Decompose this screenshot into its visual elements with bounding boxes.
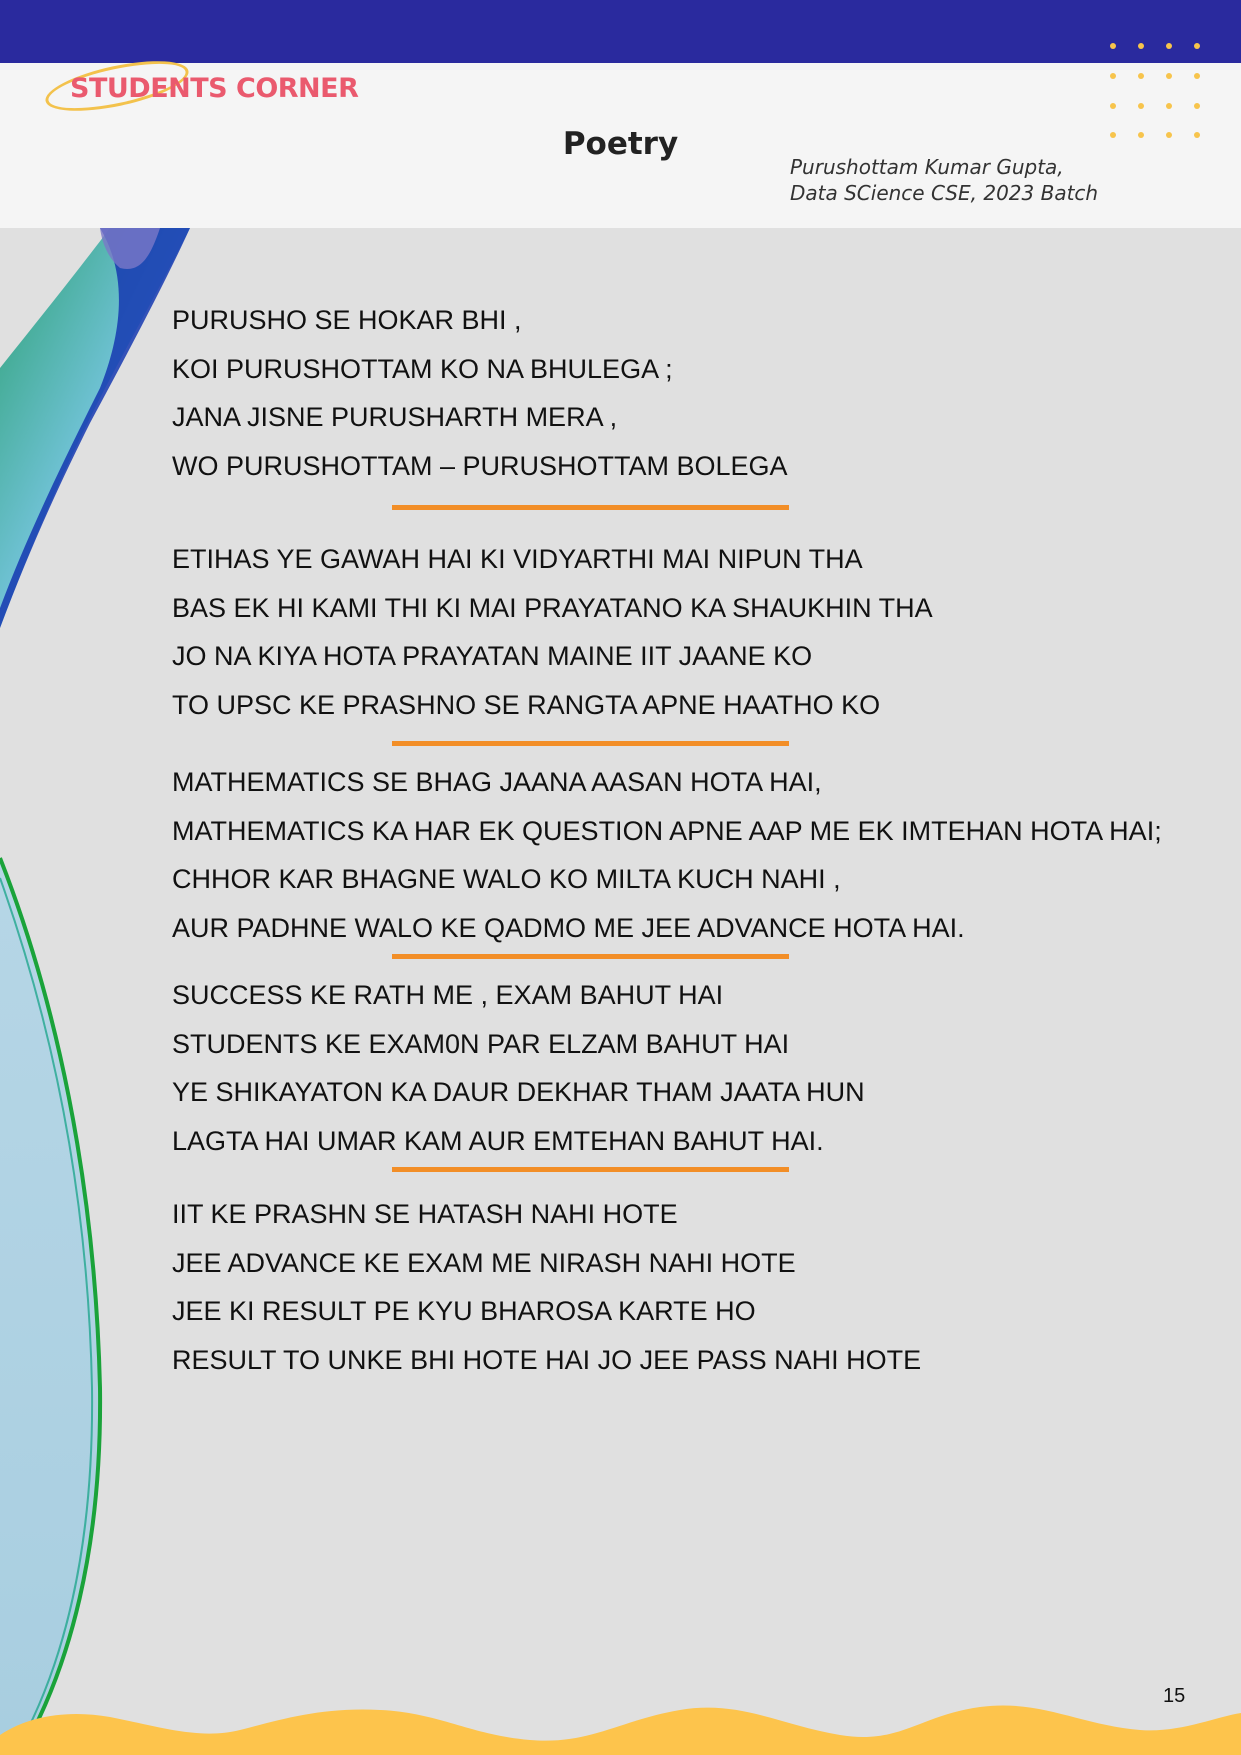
poem-line: AUR PADHNE WALO KE QADMO ME JEE ADVANCE HOTA HAI. [172, 912, 965, 943]
poem-line: ETIHAS YE GAWAH HAI KI VIDYARTHI MAI NIPUN THA [172, 544, 863, 574]
page-number: 15 [1163, 1685, 1186, 1707]
stanza-divider [392, 505, 789, 510]
stanza-divider [392, 741, 789, 746]
page-title: Poetry [562, 126, 679, 162]
poem-line: JANA JISNE PURUSHARTH MERA , [172, 402, 618, 432]
stanza [172, 971, 1212, 1165]
top-color-bar [0, 0, 1241, 63]
wave-ribbon-decoration [0, 228, 200, 1755]
poem-line: KOI PURUSHOTTAM KO NA BHULEGA ; [172, 353, 673, 384]
poem-line: RESULT TO UNKE BHI HOTE HAI JO JEE PASS NAHI HOTE [172, 1344, 922, 1375]
author-credit [790, 154, 1098, 206]
stanza [172, 535, 1212, 729]
poem-line: MATHEMATICS SE BHAG JAANA AASAN HOTA HAI, [172, 767, 822, 797]
brand-logo-text: STUDENTS CORNER [70, 73, 359, 104]
poem-line: TO UPSC KE PRASHNO SE RANGTA APNE HAATHO KO [172, 689, 881, 720]
bottom-wave-decoration [0, 1695, 1241, 1755]
poem-line: IIT KE PRASHN SE HATASH NAHI HOTE [172, 1199, 678, 1229]
poem-line: YE SHIKAYATON KA DAUR DEKHAR THAM JAATA HUN [172, 1077, 865, 1107]
poem-body [172, 296, 1212, 1384]
poem-line: CHHOR KAR BHAGNE WALO KO MILTA KUCH NAHI , [172, 864, 841, 894]
poem-line: LAGTA HAI UMAR KAM AUR EMTEHAN BAHUT HAI. [172, 1125, 824, 1156]
stanza-divider [392, 1167, 789, 1172]
poem-line: STUDENTS KE EXAM0N PAR ELZAM BAHUT HAI [172, 1028, 790, 1059]
poem-line: SUCCESS KE RATH ME , EXAM BAHUT HAI [172, 980, 724, 1010]
poem-line: PURUSHO SE HOKAR BHI , [172, 305, 522, 335]
poem-line: BAS EK HI KAMI THI KI MAI PRAYATANO KA SHAUKHIN THA [172, 592, 933, 623]
poem-line: JEE ADVANCE KE EXAM ME NIRASH NAHI HOTE [172, 1247, 796, 1278]
poem-line: MATHEMATICS KA HAR EK QUESTION APNE AAP ME EK IMTEHAN HOTA HAI; [172, 815, 1162, 846]
stanza [172, 296, 1212, 490]
poem-line: WO PURUSHOTTAM – PURUSHOTTAM BOLEGA [172, 450, 788, 481]
poem-line: JO NA KIYA HOTA PRAYATAN MAINE IIT JAANE KO [172, 641, 813, 671]
stanza [172, 1190, 1212, 1384]
author-name: Purushottam Kumar Gupta, [790, 155, 1064, 179]
stanza [172, 758, 1212, 952]
author-department: Data SCience CSE, 2023 Batch [790, 181, 1099, 205]
stanza-divider [392, 954, 789, 959]
poem-line: JEE KI RESULT PE KYU BHAROSA KARTE HO [172, 1296, 756, 1326]
